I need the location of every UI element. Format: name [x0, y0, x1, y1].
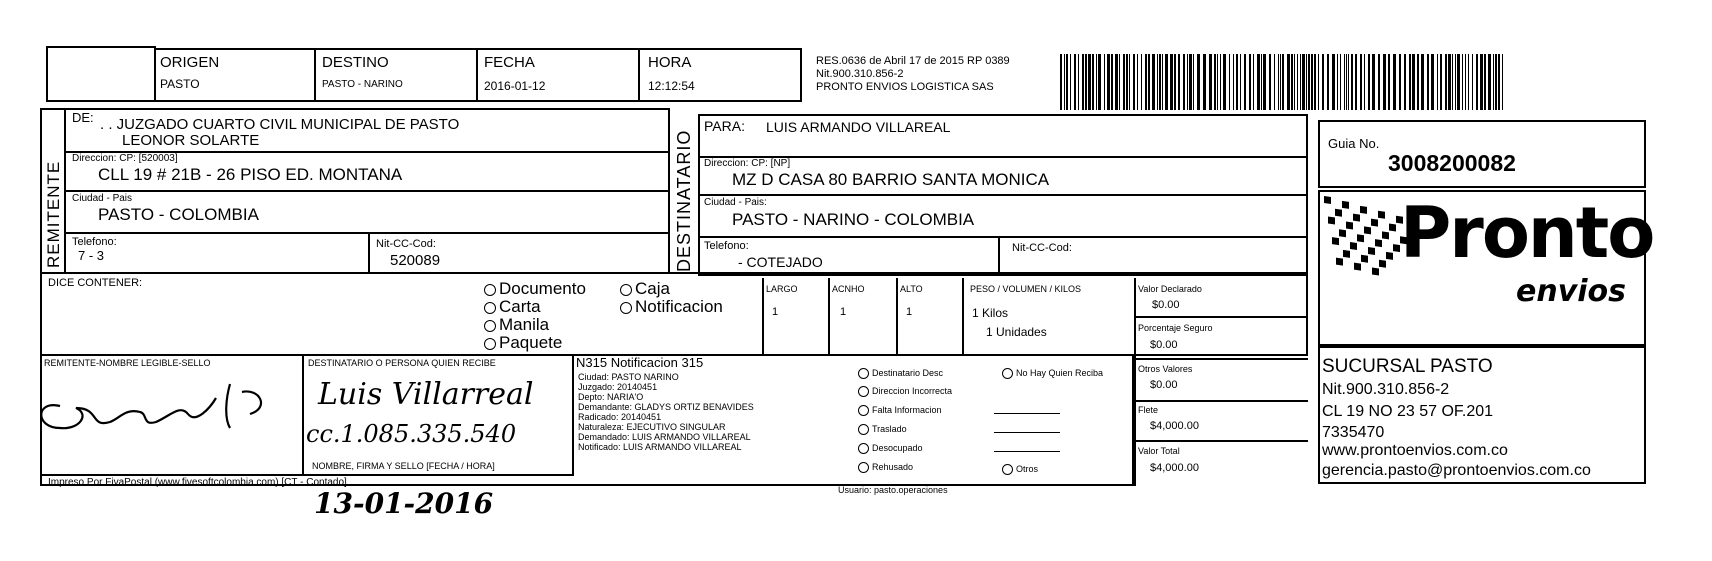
fecha-label: FECHA — [484, 54, 535, 71]
ancho-label: ACNHO — [832, 284, 865, 294]
barcode-bar — [1282, 54, 1284, 110]
barcode-bar — [1472, 54, 1473, 110]
barcode-bar — [1137, 54, 1138, 110]
flag-square — [1386, 252, 1393, 260]
barcode-bar — [1393, 54, 1396, 110]
radio-icon — [858, 386, 869, 397]
origen-label: ORIGEN — [160, 54, 220, 71]
sucursal-email: gerencia.pasto@prontoenvios.com.co — [1322, 462, 1591, 479]
rem-ciudad-value: PASTO - COLOMBIA — [98, 205, 259, 224]
flete-value: $4,000.00 — [1150, 420, 1199, 432]
barcode-bar — [1287, 54, 1290, 110]
radio-icon — [484, 284, 496, 296]
barcode-bar — [1502, 54, 1503, 110]
barcode-bar — [1244, 54, 1246, 110]
barcode-bar — [1223, 54, 1226, 110]
barcode-bar — [1388, 54, 1390, 110]
rem-direccion-label: Direccion: CP: [520003] — [72, 153, 178, 164]
barcode-bar — [1452, 54, 1453, 110]
de-label: DE: — [72, 110, 94, 125]
barcode-bar — [1300, 54, 1301, 110]
dest-nit-label: Nit-CC-Cod: — [1012, 242, 1072, 254]
barcode — [1060, 54, 1508, 114]
remitente-sign-label: REMITENTE-NOMBRE LEGIBLE-SELLO — [44, 358, 211, 368]
flag-square — [1343, 250, 1350, 258]
barcode-bar — [1488, 54, 1491, 110]
barcode-bar — [1355, 54, 1357, 110]
barcode-bar — [1427, 54, 1429, 110]
radio-icon — [484, 302, 496, 314]
flag-square — [1342, 201, 1349, 209]
barcode-bar — [1462, 54, 1463, 110]
barcode-bar — [1314, 54, 1316, 110]
flag-square — [1361, 255, 1368, 263]
dest-ciudad-label: Ciudad - Pais: — [704, 197, 767, 208]
barcode-bar — [1484, 54, 1486, 110]
total-label: Valor Total — [1138, 446, 1180, 456]
hora-value: 12:12:54 — [648, 79, 695, 93]
opt-documento[interactable]: Documento — [484, 280, 586, 298]
barcode-bar — [1253, 54, 1254, 110]
barcode-bar — [1261, 54, 1262, 110]
barcode-bar — [1311, 54, 1313, 110]
fecha-value: 2016-01-12 — [484, 79, 546, 93]
barcode-bar — [1096, 54, 1097, 110]
barcode-bar — [1327, 54, 1329, 110]
peso-label: PESO / VOLUMEN / KILOS — [970, 284, 1082, 294]
rem-telefono-value: 7 - 3 — [78, 248, 105, 263]
logo-box — [1318, 190, 1654, 346]
barcode-bar — [1119, 54, 1120, 110]
barcode-bar — [1064, 54, 1065, 110]
barcode-bar — [1498, 54, 1500, 110]
barcode-bar — [1297, 54, 1298, 110]
radio-icon — [620, 302, 632, 314]
radio-icon — [484, 320, 496, 332]
notificacion-lines — [578, 372, 754, 452]
barcode-bar — [1448, 54, 1451, 110]
handwritten-cc: cc.1.085.335.540 — [306, 420, 517, 448]
barcode-bar — [1351, 54, 1353, 110]
barcode-bar — [1495, 54, 1497, 110]
barcode-bar — [1348, 54, 1349, 110]
sucursal-web: www.prontoenvios.com.co — [1322, 442, 1508, 459]
guia-number: 3008200082 — [1388, 150, 1516, 176]
destino-label: DESTINO — [322, 54, 389, 71]
barcode-bar — [1409, 54, 1411, 110]
radio-icon — [858, 405, 869, 416]
barcode-bar — [1233, 54, 1234, 110]
barcode-bar — [1162, 54, 1163, 110]
barcode-bar — [1249, 54, 1251, 110]
rem-telefono-label: Telefono: — [72, 236, 117, 248]
barcode-bar — [1294, 54, 1295, 110]
barcode-bar — [1183, 54, 1185, 110]
flag-square — [1357, 234, 1364, 242]
barcode-bar — [1085, 54, 1087, 110]
reason-direccion-incorrecta[interactable]: Direccion Incorrecta — [858, 386, 952, 397]
reason-otros[interactable]: Otros — [1002, 464, 1038, 475]
fecha-box — [476, 48, 640, 102]
sucursal-phone: 7335470 — [1322, 424, 1385, 441]
opt-manila[interactable]: Manila — [484, 316, 549, 334]
barcode-bar — [1257, 54, 1260, 110]
dest-ciudad-value: PASTO - NARINO - COLOMBIA — [732, 210, 975, 229]
barcode-bar — [1437, 54, 1438, 110]
barcode-bar — [1337, 54, 1338, 110]
radio-icon — [858, 462, 869, 473]
barcode-bar — [1078, 54, 1079, 110]
notif-line: Ciudad: PASTO NARINO — [578, 372, 679, 382]
barcode-bar — [1412, 54, 1415, 110]
radio-icon — [620, 284, 632, 296]
para-value: LUIS ARMANDO VILLAREAL — [766, 119, 951, 135]
signature-footer-label: NOMBRE, FIRMA Y SELLO [FECHA / HORA] — [312, 461, 495, 471]
notificacion-title: N315 Notificacion 315 — [576, 355, 704, 370]
hora-box — [638, 48, 802, 102]
barcode-bar — [1383, 54, 1386, 110]
barcode-bar — [1421, 54, 1424, 110]
flag-square — [1389, 224, 1396, 232]
barcode-bar — [1123, 54, 1125, 110]
alto-value: 1 — [906, 306, 913, 318]
barcode-bar — [1217, 54, 1218, 110]
peso-value1: 1 Kilos — [972, 306, 1009, 320]
barcode-bar — [1148, 54, 1150, 110]
dest-direccion-label: Direccion: CP: [NP] — [704, 158, 791, 169]
barcode-bar — [1170, 54, 1173, 110]
radio-icon — [858, 443, 869, 454]
barcode-bar — [1306, 54, 1307, 110]
flag-square — [1350, 242, 1357, 250]
barcode-bar — [1074, 54, 1076, 110]
barcode-bar — [1332, 54, 1335, 110]
flag-square — [1393, 244, 1400, 252]
brand-name: Pronto — [1400, 192, 1654, 274]
reason-destinatario-desc[interactable]: Destinatario Desc — [858, 368, 943, 379]
sucursal-box — [1318, 346, 1646, 484]
opt-notificacion[interactable]: Notificacion — [620, 298, 723, 316]
alto-label: ALTO — [900, 284, 923, 294]
reason-no-hay-quien-reciba[interactable]: No Hay Quien Reciba — [1002, 368, 1103, 379]
peso-value2: 1 Unidades — [986, 325, 1047, 339]
barcode-bar — [1364, 54, 1365, 110]
barcode-bar — [1111, 54, 1113, 110]
reason-rehusado[interactable]: Rehusado — [858, 462, 913, 473]
brand-sub: envios — [1516, 274, 1627, 309]
barcode-bar — [1280, 54, 1281, 110]
notif-line: Juzgado: 20140451 — [578, 382, 658, 392]
flag-square — [1335, 209, 1342, 217]
barcode-bar — [1240, 54, 1241, 110]
barcode-bar — [1417, 54, 1419, 110]
res-line1: RES.0636 de Abril 17 de 2015 RP 0389 — [816, 55, 1010, 67]
notif-line: Notificado: LUIS ARMANDO VILLAREAL — [578, 442, 742, 452]
notif-line: Radicado: 20140451 — [578, 412, 662, 422]
flag-square — [1375, 239, 1382, 247]
barcode-bar — [1476, 54, 1478, 110]
notif-line: Demandante: GLADYS ORTIZ BENAVIDES — [578, 402, 754, 412]
barcode-bar — [1126, 54, 1128, 110]
barcode-bar — [1141, 54, 1142, 110]
radio-icon — [484, 338, 496, 350]
barcode-bar — [1368, 54, 1370, 110]
remitente-signature — [30, 378, 290, 438]
barcode-bar — [1340, 54, 1341, 110]
otros-value: $0.00 — [1150, 379, 1178, 391]
barcode-bar — [1145, 54, 1147, 110]
barcode-bar — [1278, 54, 1279, 110]
total-value: $4,000.00 — [1150, 462, 1199, 474]
flag-square — [1346, 221, 1353, 229]
res-line3: PRONTO ENVIOS LOGISTICA SAS — [816, 81, 994, 93]
flag-square — [1354, 263, 1361, 271]
flag-square — [1378, 211, 1385, 219]
barcode-bar — [1269, 54, 1271, 110]
rem-direccion-value: CLL 19 # 21B - 26 PISO ED. MONTANA — [98, 165, 403, 184]
barcode-bar — [1209, 54, 1212, 110]
otros-label: Otros Valores — [1138, 364, 1193, 374]
barcode-bar — [1193, 54, 1194, 110]
reason-desocupado[interactable]: Desocupado — [858, 443, 923, 454]
barcode-bar — [1115, 54, 1118, 110]
remitente-side-label: REMITENTE — [44, 160, 63, 268]
barcode-bar — [1107, 54, 1110, 110]
guia-box — [1318, 120, 1646, 188]
flag-square — [1353, 214, 1360, 222]
barcode-bar — [1133, 54, 1135, 110]
barcode-bar — [1493, 54, 1494, 110]
barcode-bar — [1457, 54, 1460, 110]
barcode-bar — [1236, 54, 1238, 110]
barcode-bar — [1104, 54, 1105, 110]
declarado-label: Valor Declarado — [1138, 284, 1202, 294]
flag-square — [1332, 237, 1339, 245]
barcode-bar — [1152, 54, 1155, 110]
barcode-bar — [1178, 54, 1180, 110]
blank-line — [994, 451, 1060, 452]
barcode-bar — [1082, 54, 1084, 110]
barcode-bar — [1189, 54, 1192, 110]
barcode-bar — [1372, 54, 1375, 110]
barcode-bar — [1159, 54, 1161, 110]
radio-icon — [1002, 368, 1013, 379]
reason-traslado[interactable]: Traslado — [858, 424, 907, 435]
barcode-bar — [1431, 54, 1434, 110]
radio-icon — [858, 424, 869, 435]
de-line2: LEONOR SOLARTE — [122, 132, 260, 149]
barcode-bar — [1092, 54, 1094, 110]
flag-square — [1382, 231, 1389, 239]
barcode-bar — [1468, 54, 1469, 110]
barcode-bar — [1440, 54, 1442, 110]
barcode-bar — [1197, 54, 1200, 110]
usuario-text: Usuario: pasto.operaciones — [838, 485, 948, 495]
radio-icon — [858, 368, 869, 379]
sucursal-title: SUCURSAL PASTO — [1322, 356, 1493, 377]
seguro-value: $0.00 — [1150, 339, 1178, 351]
barcode-bar — [1274, 54, 1275, 110]
barcode-bar — [1344, 54, 1345, 110]
destinatario-side-label: DESTINATARIO — [674, 129, 694, 272]
rem-nit-label: Nit-CC-Cod: — [376, 238, 436, 250]
blank-line — [994, 432, 1060, 433]
barcode-bar — [1220, 54, 1221, 110]
flag-square — [1324, 196, 1331, 204]
barcode-bar — [1263, 54, 1266, 110]
dest-telefono-value: - COTEJADO — [738, 254, 823, 270]
notif-line: Demandado: LUIS ARMANDO VILLAREAL — [578, 432, 751, 442]
barcode-bar — [1129, 54, 1130, 110]
opt-carta[interactable]: Carta — [484, 298, 541, 316]
para-label: PARA: — [704, 118, 745, 134]
destino-box — [314, 48, 478, 102]
barcode-bar — [1404, 54, 1406, 110]
barcode-bar — [1174, 54, 1176, 110]
flag-square — [1339, 229, 1346, 237]
barcode-bar — [1203, 54, 1206, 110]
flag-square — [1328, 217, 1335, 225]
barcode-bar — [1465, 54, 1466, 110]
opt-caja[interactable]: Caja — [620, 280, 670, 298]
seguro-label: Porcentaje Seguro — [1138, 323, 1213, 333]
largo-label: LARGO — [766, 284, 798, 294]
barcode-bar — [1066, 54, 1068, 110]
flag-square — [1364, 226, 1371, 234]
flag-square — [1372, 268, 1379, 276]
flag-square — [1371, 219, 1378, 227]
sucursal-nit: Nit.900.310.856-2 — [1322, 381, 1450, 398]
barcode-bar — [1360, 54, 1362, 110]
reason-falta-informacion[interactable]: Falta Informacion — [858, 405, 942, 416]
barcode-bar — [1308, 54, 1310, 110]
barcode-bar — [1291, 54, 1293, 110]
barcode-bar — [1165, 54, 1168, 110]
declarado-value: $0.00 — [1152, 299, 1180, 311]
largo-value: 1 — [772, 306, 779, 318]
barcode-bar — [1399, 54, 1401, 110]
notif-line: Naturaleza: EJECUTIVO SINGULAR — [578, 422, 726, 432]
rem-nit-value: 520089 — [390, 252, 441, 269]
guia-label: Guia No. — [1328, 136, 1380, 151]
res-line2: Nit.900.310.856-2 — [816, 68, 904, 80]
flag-square — [1379, 260, 1386, 268]
barcode-bar — [1214, 54, 1216, 110]
contents-label: DICE CONTENER: — [48, 277, 143, 289]
barcode-bar — [1445, 54, 1447, 110]
barcode-bar — [1378, 54, 1380, 110]
destinatario-sign-label: DESTINATARIO O PERSONA QUIEN RECIBE — [308, 358, 496, 368]
barcode-bar — [1060, 54, 1062, 110]
barcode-bar — [1070, 54, 1071, 110]
barcode-bar — [1088, 54, 1091, 110]
barcode-bar — [1346, 54, 1347, 110]
barcode-bar — [1322, 54, 1324, 110]
flete-label: Flete — [1138, 405, 1159, 415]
barcode-bar — [1187, 54, 1188, 110]
flag-square — [1360, 206, 1367, 214]
barcode-bar — [1480, 54, 1483, 110]
corner-box — [46, 46, 156, 102]
barcode-bar — [1098, 54, 1101, 110]
barcode-bar — [1229, 54, 1230, 110]
barcode-bar — [1302, 54, 1305, 110]
hora-label: HORA — [648, 54, 692, 71]
handwritten-date: 13-01-2016 — [314, 487, 494, 520]
blank-line — [994, 413, 1060, 414]
ancho-value: 1 — [840, 306, 847, 318]
flag-square — [1336, 258, 1343, 266]
barcode-bar — [1455, 54, 1456, 110]
origen-value: PASTO — [160, 77, 200, 91]
rem-ciudad-label: Ciudad - Pais — [72, 193, 133, 204]
barcode-bar — [1157, 54, 1158, 110]
origen-box — [154, 48, 316, 102]
barcode-bar — [1318, 54, 1319, 110]
dest-telefono-label: Telefono: — [704, 240, 749, 252]
flag-square — [1368, 247, 1375, 255]
handwritten-name: Luis Villarreal — [318, 377, 534, 412]
notif-line: Depto: NARIA'O — [578, 392, 644, 402]
dest-direccion-value: MZ D CASA 80 BARRIO SANTA MONICA — [732, 170, 1050, 189]
radio-icon — [1002, 464, 1013, 475]
destino-value: PASTO - NARINO — [322, 79, 403, 90]
opt-paquete[interactable]: Paquete — [484, 334, 562, 352]
de-line1: . . JUZGADO CUARTO CIVIL MUNICIPAL DE PASTO — [100, 116, 460, 133]
sucursal-address: CL 19 NO 23 57 OF.201 — [1322, 403, 1494, 420]
impreso-text: Impreso Por FivaPostal (www.fivesoftcolombia.com) [CT - Contado] — [48, 477, 347, 488]
